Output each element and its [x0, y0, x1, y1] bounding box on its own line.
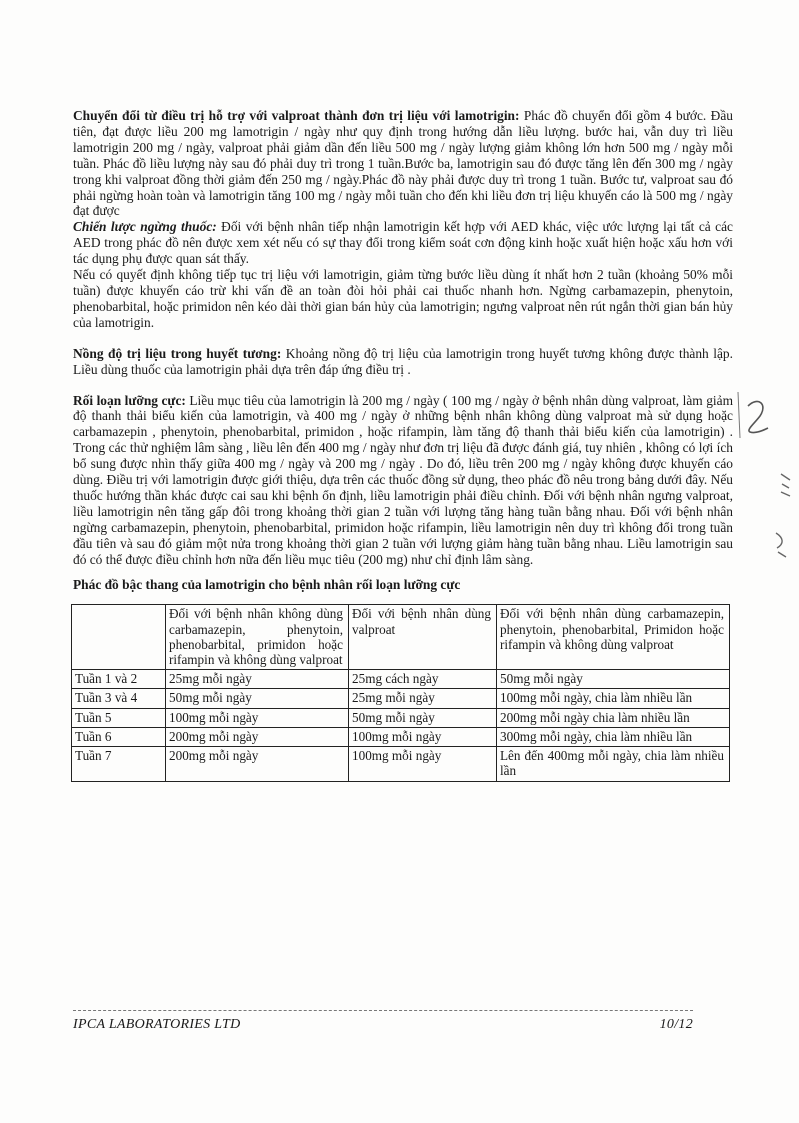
titration-table [71, 604, 730, 781]
table-cell: 300mg mỗi ngày, chia làm nhiều lần [497, 727, 730, 746]
table-row [72, 670, 730, 689]
table-cell: 200mg mỗi ngày [166, 747, 349, 781]
bipolar-heading: Rối loạn lưỡng cực: [73, 392, 186, 408]
table-cell: 50mg mỗi ngày [166, 689, 349, 708]
table-cell: Tuần 6 [72, 727, 166, 746]
table-row [72, 689, 730, 708]
bipolar-body: Liều mục tiêu của lamotrigin là 200 mg / ngày ( 100 mg / ngày ở bệnh nhân dùng valproat, làm giảm độ thanh thải biểu kiến của lamotrigin, và 400 mg / ngày ở những bệnh nhân không dùng valproat mà sử dụng hoặc carbamazepin , phenytoin, phenobarbital, primidon , hoặc rifampin, làm tăng độ thanh thải biểu kiến của lamotrigin) . Trong các thử nghiệm lâm sàng , liều lên đến 400 mg / ngày như đơn trị liệu đã được đánh giá, tuy nhiên , không có lợi ích bổ sung được nhìn thấy giữa 400 mg / ngày và 200 mg / ngày . Do đó, liều trên 200 mg / ngày không được khuyến cáo dùng. Điều trị với lamotrigin được giới thiệu, dựa trên các thuốc đồng sử dụng, theo phác đồ nêu trong bảng dưới đây. Nếu thuốc hướng thần khác được cai sau khi bệnh ổn định, liều lamotrigin phải điều chỉnh. Đối với bệnh nhân ngưng valproat, liều lamotrigin nên tăng gấp đôi trong khoảng thời gian 2 tuần với lượng tăng hàng tuần bằng nhau. Đối với bệnh nhân ngừng carbamazepin, phenytoin, phenobarbital, primidon hoặc rifampin, liều lamotrigin nên duy trì không đổi trong tuần đầu tiên và sau đó giảm một nửa trong khoảng thời gian 2 tuần với lượng giảm hàng tuần bằng nhau. Liều lamotrigin sau đó có thể được điều chỉnh hơn nữa đến liều mục tiêu (200 mg) như chỉ định lâm sàng. [73, 392, 733, 567]
table-header-row [72, 605, 730, 670]
table-cell: 100mg mỗi ngày, chia làm nhiều lần [497, 689, 730, 708]
footer-company: IPCA LABORATORIES LTD [73, 1017, 241, 1032]
table-row [72, 727, 730, 746]
table-cell: Tuần 7 [72, 747, 166, 781]
table-row [72, 708, 730, 727]
table-cell: Tuần 3 và 4 [72, 689, 166, 708]
table-cell: Tuần 5 [72, 708, 166, 727]
stop-paragraph-2: Nếu có quyết định không tiếp tục trị liệu với lamotrigin, giảm từng bước liều dùng ít nhất hơn 2 tuần (khoảng 50% mỗi tuần) được khuyến cáo trừ khi vấn đề an toàn đòi hỏi phải cai thuốc nhanh hơn. Ngừng carbamazepin, phenytoin, phenobarbital, hoặc primidon nên kéo dài thời gian bán hủy của lamotrigin; ngưng valproat nên rút ngắn thời gian bán hủy của lamotrigin. [73, 267, 733, 330]
table-header-cell [72, 605, 166, 670]
table-cell: 100mg mỗi ngày [349, 727, 497, 746]
margin-scribble [772, 530, 790, 560]
table-row [72, 747, 730, 781]
table-cell: 50mg mỗi ngày [349, 708, 497, 727]
serum-body: Khoảng nồng độ trị liệu của lamotrigin trong huyết tương không được thành lập. Liều dùng thuốc của lamotrigin phải dựa trên đáp ứng điều trị . [73, 345, 733, 377]
page-number: 10/12 [659, 1017, 693, 1032]
table-cell: 25mg cách ngày [349, 670, 497, 689]
table-cell: 50mg mỗi ngày [497, 670, 730, 689]
stop-body: Đối với bệnh nhân tiếp nhận lamotrigin kết hợp với AED khác, việc ước lượng lại tất cả các AED trong phác đồ nên được xem xét nếu có sự thay đổi trong kiểm soát cơn động kinh hoặc xuất hiện hoặc xấu hơn với tác dụng phụ được quan sát thấy. [73, 219, 733, 267]
page-footer [73, 1010, 693, 1033]
table-cell: Tuần 1 và 2 [72, 670, 166, 689]
handwritten-mark [736, 392, 776, 442]
serum-heading: Nồng độ trị liệu trong huyết tương: [73, 345, 282, 361]
table-header-cell: Đối với bệnh nhân không dùng carbamazepin, phenytoin, phenobarbital, primidon hoặc rifampin và không dùng valproat [166, 605, 349, 670]
serum-paragraph [73, 346, 733, 378]
switch-heading: Chuyển đổi từ điều trị hỗ trợ với valproat thành đơn trị liệu với lamotrigin: [73, 108, 520, 123]
table-cell: 200mg mỗi ngày chia làm nhiều lần [497, 708, 730, 727]
table-cell: 100mg mỗi ngày [166, 708, 349, 727]
document-page [73, 108, 733, 782]
bipolar-paragraph [73, 393, 733, 568]
table-header-cell: Đối với bệnh nhân dùng carbamazepin, phenytoin, phenobarbital, Primidon hoặc rifampin và không dùng valproat [497, 605, 730, 670]
table-header-cell: Đối với bệnh nhân dùng valproat [349, 605, 497, 670]
table-cell: 25mg mỗi ngày [166, 670, 349, 689]
margin-scribble [778, 470, 794, 500]
stop-paragraph [73, 219, 733, 267]
switch-paragraph [73, 108, 733, 219]
stop-heading: Chiến lược ngừng thuốc: [73, 219, 217, 235]
table-cell: 200mg mỗi ngày [166, 727, 349, 746]
table-cell: 100mg mỗi ngày [349, 747, 497, 781]
table-cell: Lên đến 400mg mỗi ngày, chia làm nhiều lần [497, 747, 730, 781]
table-cell: 25mg mỗi ngày [349, 689, 497, 708]
switch-body: Phác đồ chuyển đổi gồm 4 bước. Đầu tiên, đạt được liều 200 mg lamotrigin / ngày như quy định trong hướng dẫn liều lượng. bước hai, vẫn duy trì liều lamotrigin 200 mg / ngày, valproat phải giảm dần đến liều 500 mg / ngày lượng giảm không lớn hơn 500 mg / ngày mỗi tuần. Phác đồ liều lượng này sau đó phải duy trì trong 1 tuần.Bước ba, lamotrigin sau đó được tăng lên đến 300 mg / ngày trong khi valproat đồng thời giảm đến 250 mg / ngày.Phác đồ này phải được duy trì trong 1 tuần. Bước tư, valproat sau đó phải ngừng hoàn toàn và lamotrigin tăng 100 mg / ngày mỗi tuần cho đến khi liều đơn trị liệu khuyến cáo là 500 mg / ngày đạt được [73, 108, 733, 219]
table-title: Phác đồ bậc thang của lamotrigin cho bệnh nhân rối loạn lưỡng cực [73, 577, 461, 593]
